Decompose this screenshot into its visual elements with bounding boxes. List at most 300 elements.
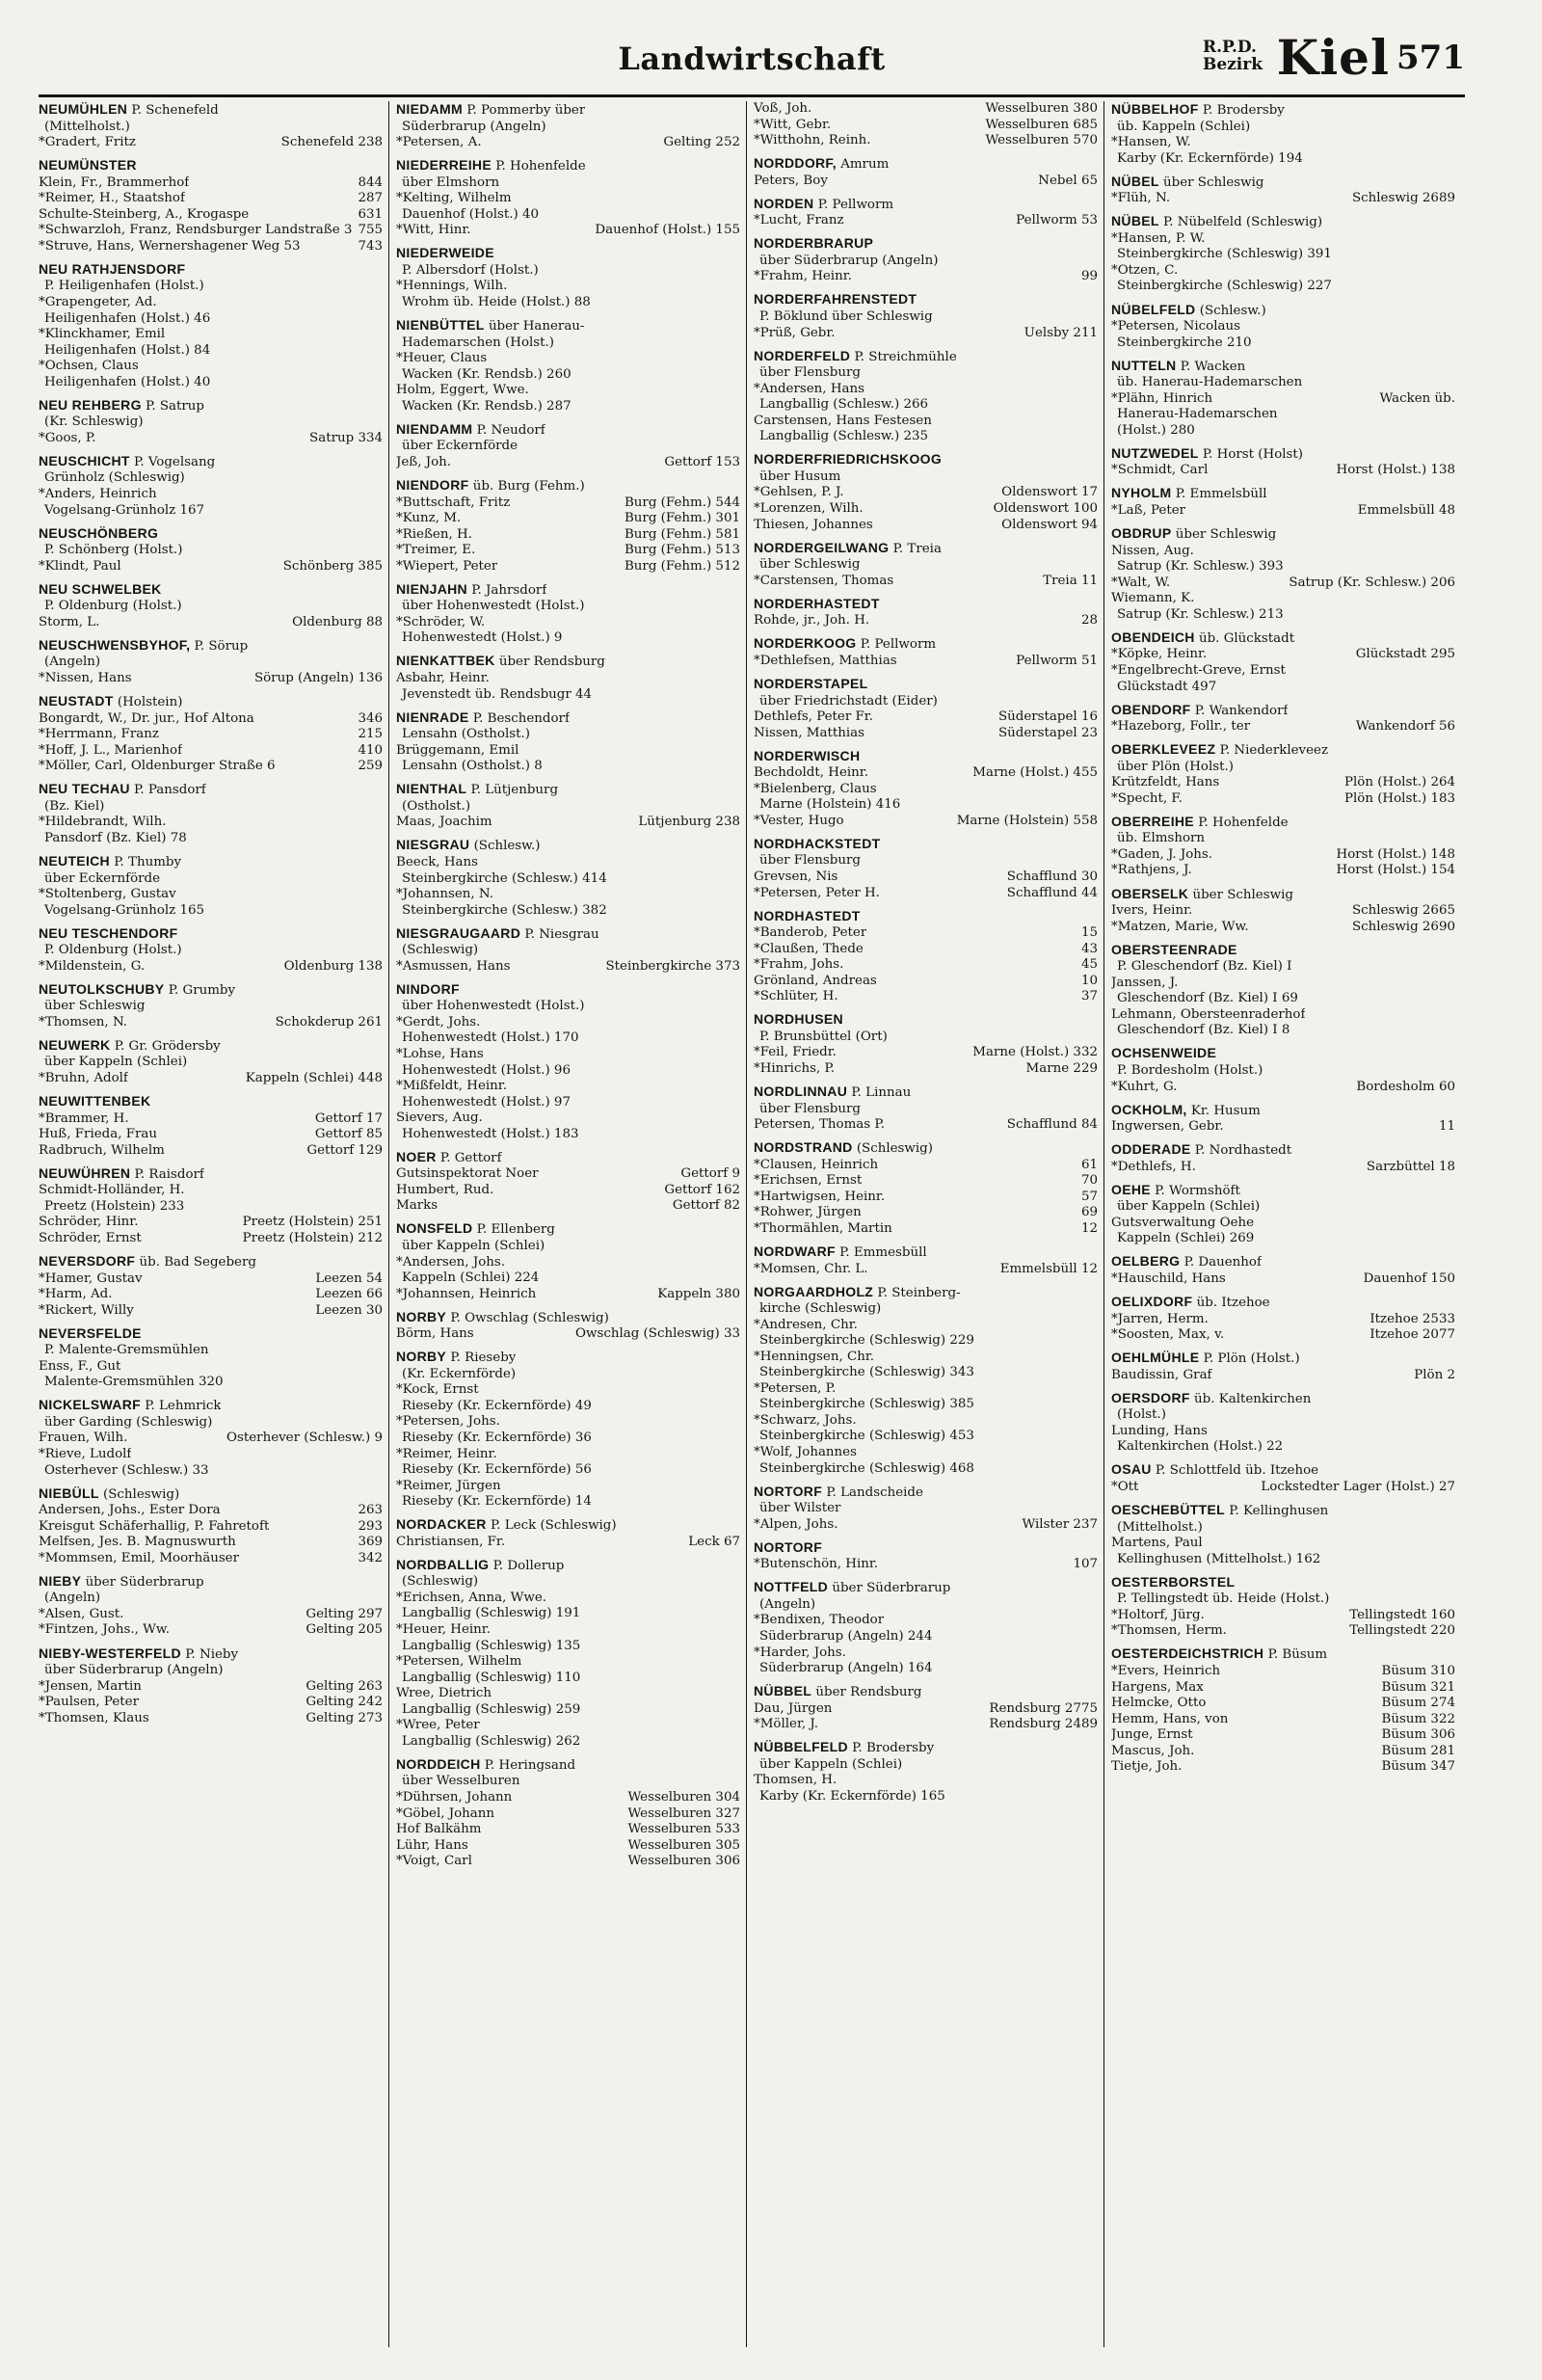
entry-phone: 844	[358, 174, 383, 190]
entry-name: *Rießen, H.	[396, 526, 472, 542]
listing-line	[754, 989, 1098, 1005]
entry-name: Enss, F., Gut	[39, 1358, 121, 1374]
listing-line	[39, 1143, 383, 1160]
entry-phone: P. Heiligenhafen (Holst.)	[44, 279, 204, 294]
place-heading-line	[396, 653, 740, 671]
entry-name: Nissen, Aug.	[1111, 543, 1194, 558]
listing-line	[1111, 1536, 1455, 1552]
place-name: NÜBEL	[1111, 173, 1159, 189]
entry-phone: Wesselburen 327	[627, 1805, 740, 1821]
place-heading-line	[1111, 525, 1455, 544]
entry-name: *Soosten, Max, v.	[1111, 1327, 1225, 1343]
entry-phone: Schleswig 2665	[1351, 903, 1455, 919]
place-name: NORDERFAHRENSTEDT	[754, 291, 917, 308]
place-heading-line	[39, 1093, 383, 1111]
listing-line	[754, 1318, 1098, 1334]
column-divider	[1103, 101, 1104, 2347]
entry-phone: Wesselburen 685	[985, 117, 1098, 132]
place-entry	[396, 837, 740, 919]
place-postal-info: P. Lütjenburg	[470, 783, 559, 798]
listing-line	[754, 1350, 1098, 1366]
entry-phone: Gleschendorf (Bz. Kiel) I 69	[1117, 991, 1298, 1006]
entry-name: *Erichsen, Anna, Wwe.	[396, 1590, 547, 1605]
entry-name: *Treimer, E.	[396, 543, 476, 558]
listing-line	[396, 1030, 740, 1047]
listing-line	[39, 207, 383, 224]
entry-name: *Holtorf, Jürg.	[1111, 1607, 1205, 1622]
place-name: NORDERHASTEDT	[754, 595, 880, 611]
entry-phone: Hohenwestedt (Holst.) 97	[402, 1094, 571, 1110]
place-name: NORDERKOOG	[754, 635, 857, 652]
place-heading-line	[396, 581, 740, 600]
place-postal-info: (Schleswig)	[856, 1141, 933, 1157]
entry-phone: Wesselburen 570	[985, 133, 1098, 148]
place-heading-wrap	[754, 348, 957, 366]
entry-phone: Pellworm 51	[1016, 653, 1098, 668]
entry-phone: Gelting 242	[306, 1695, 383, 1710]
place-heading-line	[39, 157, 383, 175]
entry-name: Kreisgut Schäferhallig, P. Fahretoft	[39, 1518, 270, 1534]
place-heading-line	[39, 101, 383, 120]
entry-name: Hemm, Hans, von	[1111, 1711, 1229, 1726]
listing-line	[754, 213, 1098, 229]
entry-phone: 293	[358, 1518, 383, 1534]
listing-line	[39, 799, 383, 816]
listing-line	[754, 942, 1098, 958]
listing-line	[754, 1613, 1098, 1629]
place-heading-line	[396, 317, 740, 335]
place-heading-line	[1111, 1645, 1455, 1664]
listing-line	[396, 1535, 740, 1551]
listing-line	[39, 1055, 383, 1071]
listing-line	[754, 382, 1098, 398]
place-name: NORDHASTEDT	[754, 907, 861, 923]
entry-phone: Leezen 54	[315, 1270, 383, 1286]
entry-name: Grevsen, Nis	[754, 869, 838, 884]
entry-phone: Schafflund 44	[1006, 885, 1098, 900]
entry-phone: Hohenwestedt (Holst.) 170	[402, 1030, 579, 1046]
entry-name: *Goos, P.	[39, 430, 96, 445]
place-entry	[396, 157, 740, 239]
listing-line	[754, 1045, 1098, 1061]
listing-line	[1111, 247, 1455, 263]
place-heading-wrap	[39, 261, 185, 280]
entry-phone: Marne 229	[1025, 1060, 1098, 1076]
listing-line	[39, 343, 383, 360]
place-name: NORDHUSEN	[754, 1011, 843, 1028]
entry-phone: Owschlag (Schleswig) 33	[575, 1326, 740, 1342]
entry-name: Thomsen, H.	[754, 1773, 837, 1788]
entry-phone: P. Oldenburg (Holst.)	[44, 599, 182, 614]
entry-name: *Petersen, A.	[396, 135, 482, 150]
place-heading-line	[396, 1149, 740, 1167]
entry-phone: Süderbrarup (Angeln) 164	[759, 1661, 933, 1676]
entry-name: *Klinckhamer, Emil	[39, 327, 166, 342]
entry-phone: Hanerau-Hademarschen	[1117, 407, 1278, 422]
entry-phone: Gettorf 162	[664, 1182, 740, 1197]
entry-name: *Johannsen, Heinrich	[396, 1286, 537, 1301]
place-heading-line	[1111, 1294, 1455, 1312]
listing-line	[754, 269, 1098, 285]
place-heading-line	[39, 581, 383, 600]
place-heading-wrap	[754, 1083, 911, 1102]
entry-phone: Süderbrarup (Angeln)	[402, 119, 546, 134]
entry-phone: Schleswig 2690	[1351, 919, 1455, 934]
listing-line	[39, 1231, 383, 1247]
entry-phone: P. Schönberg (Holst.)	[44, 543, 183, 558]
entry-name: *Bielenberg, Claus	[754, 781, 877, 796]
listing-line	[754, 1102, 1098, 1118]
place-heading-wrap	[1111, 1390, 1311, 1408]
place-heading-line	[754, 1539, 1098, 1558]
place-name: OBERKLEVEEZ	[1111, 741, 1216, 758]
entry-phone: P. Gleschendorf (Bz. Kiel) I	[1117, 959, 1292, 975]
entry-phone: Gelting 297	[306, 1606, 383, 1621]
entry-name: Grönland, Andreas	[754, 973, 877, 988]
place-heading-wrap	[1111, 942, 1237, 960]
place-heading-wrap	[754, 1243, 927, 1262]
entry-phone: 10	[1080, 973, 1098, 988]
place-entry	[754, 748, 1098, 830]
listing-line	[396, 1183, 740, 1199]
entry-name: *Alsen, Gust.	[39, 1606, 124, 1621]
listing-line	[754, 1221, 1098, 1238]
entry-phone: Gelting 273	[306, 1710, 383, 1725]
place-entry	[39, 1645, 383, 1727]
entry-name: Holm, Eggert, Wwe.	[396, 383, 529, 398]
listing-line	[754, 118, 1098, 134]
entry-phone: Büsum 347	[1381, 1759, 1455, 1775]
entry-phone: Dauenhof (Holst.) 40	[402, 206, 540, 222]
place-heading-line	[39, 261, 383, 280]
entry-phone: Rieseby (Kr. Eckernförde) 14	[402, 1494, 592, 1510]
entry-phone: Büsum 322	[1381, 1711, 1455, 1726]
entry-phone: Glückstadt 295	[1355, 647, 1455, 662]
place-entry	[396, 1309, 740, 1343]
place-name: NEUWÜHREN	[39, 1164, 131, 1181]
place-entry	[1111, 302, 1455, 352]
place-postal-info: über Süderbrarup	[85, 1574, 204, 1590]
place-entry	[396, 1349, 740, 1510]
listing-line	[754, 1789, 1098, 1805]
entry-name: Gutsinspektorat Noer	[396, 1166, 539, 1182]
entry-phone: (Bz. Kiel)	[44, 798, 105, 814]
place-name: OCHSENWEIDE	[1111, 1045, 1217, 1061]
place-entry	[754, 1139, 1098, 1237]
place-heading-line	[1111, 302, 1455, 320]
place-postal-info: P. Pellworm	[817, 197, 894, 212]
entry-name: *Vester, Hugo	[754, 813, 844, 828]
column-3	[754, 101, 1098, 2347]
place-entry	[1111, 174, 1455, 207]
place-entry	[396, 317, 740, 414]
listing-line	[396, 1494, 740, 1511]
entry-name: *Otzen, C.	[1111, 262, 1179, 278]
listing-line	[1111, 503, 1455, 520]
listing-line	[1111, 1712, 1455, 1728]
entry-phone: Leezen 30	[315, 1302, 383, 1318]
place-heading-line	[754, 635, 1098, 654]
entry-phone: P. Bordesholm (Holst.)	[1117, 1062, 1263, 1078]
listing-line	[754, 613, 1098, 629]
listing-line	[396, 1702, 740, 1719]
place-heading-wrap	[1111, 174, 1263, 192]
entry-phone: Preetz (Holstein) 233	[44, 1198, 185, 1214]
place-entry	[754, 1539, 1098, 1573]
place-postal-info: über Schleswig	[1163, 174, 1264, 190]
entry-name: *Buttschaft, Fritz	[396, 495, 511, 510]
entry-phone: über Eckernförde	[44, 870, 161, 886]
entry-name: *Jarren, Herm.	[1111, 1311, 1209, 1326]
listing-line	[396, 630, 740, 647]
entry-name: Krützfeldt, Hans	[1111, 775, 1220, 790]
place-entry	[39, 1325, 383, 1391]
entry-phone: Gettorf 153	[664, 454, 740, 469]
place-entry	[396, 477, 740, 575]
listing-line	[39, 1199, 383, 1216]
place-entry	[1111, 1574, 1455, 1640]
listing-line	[39, 470, 383, 487]
place-heading-line	[1111, 1390, 1455, 1408]
place-entry	[39, 261, 383, 390]
place-heading-wrap	[396, 581, 546, 600]
place-name: OBENDEICH	[1111, 628, 1195, 645]
place-postal-info: P. Neudorf	[476, 422, 545, 438]
entry-name: Janssen, J.	[1111, 975, 1179, 990]
entry-phone: Langballig (Schleswig) 259	[402, 1701, 581, 1717]
listing-line	[1111, 1216, 1455, 1232]
place-name: NORDSTRAND	[754, 1139, 853, 1156]
place-heading-wrap	[39, 1093, 150, 1111]
listing-line	[1111, 1063, 1455, 1080]
place-name: NEVERSDORF	[39, 1253, 136, 1269]
entry-name: *Momsen, Chr. L.	[754, 1261, 868, 1276]
entry-phone: Itzehoe 2077	[1369, 1327, 1455, 1343]
place-entry	[39, 853, 383, 919]
listing-line	[39, 999, 383, 1015]
place-postal-info: P. Vogelsang	[134, 454, 216, 469]
place-postal-info: üb. Itzehoe	[1196, 1296, 1270, 1311]
entry-name: *Hazeborg, Follr., ter	[1111, 719, 1251, 735]
place-name: NICKELSWARF	[39, 1397, 141, 1413]
entry-phone: Rieseby (Kr. Eckernförde) 56	[402, 1462, 592, 1478]
entry-phone: Leezen 66	[315, 1287, 383, 1302]
listing-line	[396, 1806, 740, 1823]
listing-line	[39, 1591, 383, 1607]
entry-phone: Preetz (Holstein) 251	[242, 1215, 383, 1230]
place-heading-line	[39, 637, 383, 655]
entry-phone: Dauenhof (Holst.) 155	[595, 223, 740, 238]
entry-name: *Möller, Carl, Oldenburger Straße 6	[39, 759, 276, 774]
listing-line	[754, 1117, 1098, 1134]
entry-name: Junge, Ernst	[1111, 1727, 1193, 1743]
entry-name: *Thomsen, Herm.	[1111, 1623, 1227, 1639]
entry-name: *Erichsen, Ernst	[754, 1173, 863, 1189]
place-name: NEUSTADT	[39, 693, 114, 709]
place-heading-line	[754, 1484, 1098, 1502]
place-heading-wrap	[39, 525, 158, 544]
entry-phone: 263	[358, 1503, 383, 1518]
place-entry	[39, 1397, 383, 1479]
listing-line	[396, 1822, 740, 1838]
place-heading-line	[396, 709, 740, 728]
entry-name: *Hamer, Gustav	[39, 1270, 143, 1286]
listing-line	[1111, 1327, 1455, 1344]
entry-phone: 287	[358, 191, 383, 206]
entry-phone: 99	[1080, 269, 1098, 284]
place-entry	[1111, 702, 1455, 735]
place-entry	[1111, 629, 1455, 695]
listing-line	[39, 191, 383, 207]
place-heading-line	[1111, 101, 1455, 120]
place-heading-line	[1111, 702, 1455, 720]
place-name: OCKHOLM,	[1111, 1101, 1187, 1117]
listing-line	[396, 743, 740, 760]
listing-line	[754, 957, 1098, 974]
entry-phone: (Mittelholst.)	[1117, 1519, 1203, 1535]
entry-phone: Steinbergkirche (Schlesw.) 382	[402, 902, 607, 918]
place-name: NORDDEICH	[396, 1755, 481, 1772]
place-entry	[1111, 1461, 1455, 1495]
listing-line	[39, 1111, 383, 1128]
listing-line	[396, 887, 740, 903]
listing-line	[754, 1461, 1098, 1478]
place-entry	[39, 453, 383, 519]
entry-phone: P. Albersdorf (Holst.)	[402, 262, 539, 278]
entry-name: *Clausen, Heinrich	[754, 1157, 879, 1172]
place-heading-wrap	[396, 157, 586, 175]
place-heading-line	[1111, 1253, 1455, 1271]
entry-name: Sievers, Aug.	[396, 1110, 483, 1126]
listing-line	[1111, 1368, 1455, 1384]
entry-name: Wiemann, K.	[1111, 591, 1195, 606]
place-entry	[39, 925, 383, 976]
entry-name: *Rieve, Ludolf	[39, 1447, 132, 1462]
entry-phone: über Hohenwestedt (Holst.)	[402, 599, 585, 614]
listing-line	[754, 1397, 1098, 1413]
place-entry	[754, 1683, 1098, 1733]
entry-phone: Steinbergkirche (Schlesw.) 414	[402, 870, 607, 886]
listing-line	[39, 311, 383, 328]
listing-line	[396, 399, 740, 415]
entry-phone: Süderbrarup (Angeln) 244	[759, 1628, 933, 1644]
listing-line	[39, 487, 383, 503]
entry-name: *Voigt, Carl	[396, 1854, 472, 1869]
entry-name: Schulte-Steinberg, A., Krogaspe	[39, 206, 250, 222]
listing-line	[754, 1365, 1098, 1381]
place-heading-wrap	[754, 1011, 843, 1030]
place-heading-wrap	[754, 908, 861, 926]
listing-line	[754, 1061, 1098, 1078]
place-entry	[754, 1484, 1098, 1534]
entry-name: Ivers, Heinr.	[1111, 903, 1193, 919]
entry-phone: Wesselburen 533	[627, 1822, 740, 1837]
listing-line	[754, 1557, 1098, 1573]
entry-name: *Hinrichs, P.	[754, 1060, 836, 1076]
place-postal-info: P. Heringsand	[484, 1757, 576, 1773]
entry-phone: Nebel 65	[1038, 173, 1098, 188]
listing-line	[754, 1661, 1098, 1677]
entry-phone: Heiligenhafen (Holst.) 40	[44, 374, 211, 389]
entry-phone: Oldenswort 94	[1001, 517, 1098, 532]
place-entry	[39, 157, 383, 254]
listing-line	[39, 1535, 383, 1551]
entry-phone: Osterhever (Schlesw.) 9	[226, 1431, 383, 1446]
place-entry	[396, 781, 740, 831]
place-postal-info: über Süderbrarup	[832, 1581, 951, 1596]
place-postal-info: P. Gr. Grödersby	[114, 1038, 221, 1054]
entry-phone: P. Tellingstedt üb. Heide (Holst.)	[1117, 1591, 1330, 1607]
place-heading-line	[754, 908, 1098, 926]
entry-name: Hargens, Max	[1111, 1679, 1204, 1695]
place-name: NÜBEL	[1111, 213, 1159, 229]
listing-line	[754, 654, 1098, 670]
entry-name: *Feil, Friedr.	[754, 1045, 837, 1060]
place-postal-info: P. Nübelfeld (Schleswig)	[1163, 215, 1323, 230]
entry-phone: Plön 2	[1414, 1367, 1455, 1382]
place-heading-line	[396, 245, 740, 263]
entry-name: *Paulsen, Peter	[39, 1695, 139, 1710]
listing-line	[754, 694, 1098, 710]
listing-line	[396, 1734, 740, 1751]
entry-name: *Rickert, Willy	[39, 1302, 134, 1318]
place-heading-wrap	[754, 1579, 950, 1597]
listing-line	[396, 1622, 740, 1639]
listing-line	[39, 1359, 383, 1376]
listing-line	[1111, 1407, 1455, 1424]
entry-phone: Rieseby (Kr. Eckernförde) 36	[402, 1431, 592, 1446]
place-name: NORDERGEILWANG	[754, 539, 890, 555]
entry-name: *Petersen, Wilhelm	[396, 1654, 522, 1670]
entry-phone: Marne (Holstein) 416	[759, 797, 901, 813]
place-name: NIEDERREIHE	[396, 157, 492, 174]
place-name: NEU RATHJENSDORF	[39, 260, 186, 277]
entry-phone: (Holst.)	[1117, 1407, 1166, 1423]
listing-line	[754, 1773, 1098, 1789]
listing-line	[396, 1838, 740, 1855]
place-postal-info: P. Streichmühle	[854, 349, 957, 364]
place-heading-wrap	[396, 421, 545, 440]
listing-line	[39, 1015, 383, 1031]
place-heading-wrap	[1111, 485, 1267, 503]
place-postal-info: P. Steinberg-	[877, 1285, 961, 1300]
entry-phone: Gelting 263	[306, 1678, 383, 1694]
entry-phone: (Mittelholst.)	[44, 119, 130, 134]
place-name: NÜBBELHOF	[1111, 101, 1199, 117]
place-heading-line	[396, 837, 740, 855]
listing-line	[39, 1127, 383, 1143]
entry-name: *Banderob, Peter	[754, 925, 867, 941]
place-entry	[39, 101, 383, 151]
entry-name: *Gerdt, Johs.	[396, 1014, 481, 1030]
listing-line	[396, 1591, 740, 1607]
place-heading-line	[754, 1083, 1098, 1102]
place-heading-line	[39, 981, 383, 1000]
entry-name: Frauen, Wilh.	[39, 1431, 128, 1446]
place-postal-info: P. Dauenhof	[1183, 1255, 1262, 1270]
place-name: NORTORF	[754, 1483, 823, 1499]
entry-phone: Kappeln (Schlei) 224	[402, 1270, 540, 1286]
place-heading-wrap	[754, 596, 880, 614]
entry-phone: Rieseby (Kr. Eckernförde) 49	[402, 1398, 592, 1413]
listing-line	[39, 1183, 383, 1199]
listing-line	[754, 709, 1098, 726]
listing-line	[1111, 1520, 1455, 1537]
entry-phone: Pansdorf (Bz. Kiel) 78	[44, 830, 187, 845]
entry-phone: Lensahn (Ostholst.)	[402, 727, 530, 742]
entry-phone: 410	[358, 742, 383, 758]
listing-line	[754, 1381, 1098, 1398]
